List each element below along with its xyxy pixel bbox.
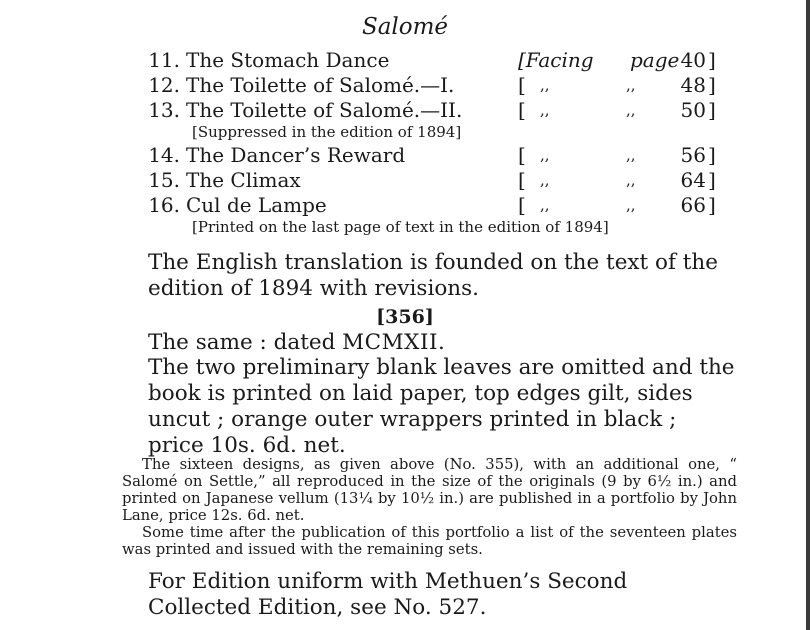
ditto-mark: ,,	[626, 146, 636, 164]
ditto-mark: ,,	[626, 196, 636, 214]
portfolio-note	[122, 456, 737, 558]
plate-title: Cul de Lampe	[186, 193, 327, 217]
plate-number: 12.	[148, 73, 180, 97]
plate-row: 11. The Stomach Dance [Facing page 40 ]	[140, 48, 720, 73]
plate-number: 11.	[148, 48, 180, 72]
ditto-mark: ,,	[540, 146, 550, 164]
ditto-mark: ,,	[540, 171, 550, 189]
running-head: Salomé	[361, 14, 449, 40]
page-label: page	[630, 48, 680, 72]
page-number: 64	[680, 168, 706, 192]
plate-number: 14.	[148, 143, 180, 167]
plate-row: 13. The Toilette of Salomé.—II. [ ,, ,, 50 ]	[140, 98, 720, 123]
plate-number: 16.	[148, 193, 180, 217]
plate-title: The Climax	[186, 168, 301, 192]
facing-label: [Facing	[518, 48, 594, 72]
page-number: 50	[680, 98, 706, 122]
ditto-mark: ,,	[540, 101, 550, 119]
ditto-mark: ,,	[626, 76, 636, 94]
plate-note: [Printed on the last page of text in the edition of 1894]	[192, 218, 609, 236]
plate-row: 16. Cul de Lampe [ ,, ,, 66 ]	[140, 193, 720, 218]
ditto-mark: ,,	[540, 196, 550, 214]
plate-row: 14. The Dancer’s Reward [ ,, ,, 56 ]	[140, 143, 720, 168]
portfolio-note-2: Some time after the publication of this portfolio a list of the seventeen plates was printed and issued with the remaining sets.	[122, 524, 737, 558]
page-number: 40	[680, 48, 706, 72]
plate-title: The Toilette of Salomé.—I.	[186, 73, 455, 97]
plate-row: 15. The Climax [ ,, ,, 64 ]	[140, 168, 720, 193]
entry-number: [356]	[376, 306, 434, 328]
plate-list	[140, 48, 720, 238]
plate-row: 12. The Toilette of Salomé.—I. [ ,, ,, 48 ]	[140, 73, 720, 98]
edition-paragraph: For Edition uniform with Methuen’s Second Collected Edition, see No. 527.	[148, 569, 628, 620]
ditto-mark: ,,	[626, 101, 636, 119]
ditto-mark: ,,	[626, 171, 636, 189]
portfolio-note-1: The sixteen designs, as given above (No. 355), with an additional one, “ Salomé on Settle,” all reproduced in the size of the originals (9 by 6½ in.) and printed on Japanese vellum (13¼ by 10½ in.) are published in a portfolio by John Lane, price 12s. 6d. net.	[122, 456, 737, 524]
plate-title: The Dancer’s Reward	[186, 143, 406, 167]
plate-title: The Toilette of Salomé.—II.	[186, 98, 463, 122]
same-dated-line	[122, 330, 737, 356]
plate-number: 13.	[148, 98, 180, 122]
description-paragraph: The two preliminary blank leaves are omitted and the book is printed on laid paper, top edges gilt, sides uncut ; orange outer wrappers printed in black ; price 10s. 6d. net.	[148, 355, 735, 458]
same-date: MCMXII.	[342, 330, 446, 355]
plate-title: The Stomach Dance	[186, 48, 390, 72]
ditto-mark: ,,	[540, 76, 550, 94]
plate-note: [Suppressed in the edition of 1894]	[192, 123, 462, 141]
page-number: 66	[680, 193, 706, 217]
page-number: 48	[680, 73, 706, 97]
same-prefix: The same : dated	[148, 330, 343, 355]
plate-number: 15.	[148, 168, 180, 192]
page-number: 56	[680, 143, 706, 167]
translation-paragraph: The English translation is founded on the text of the edition of 1894 with revisions.	[148, 250, 718, 301]
